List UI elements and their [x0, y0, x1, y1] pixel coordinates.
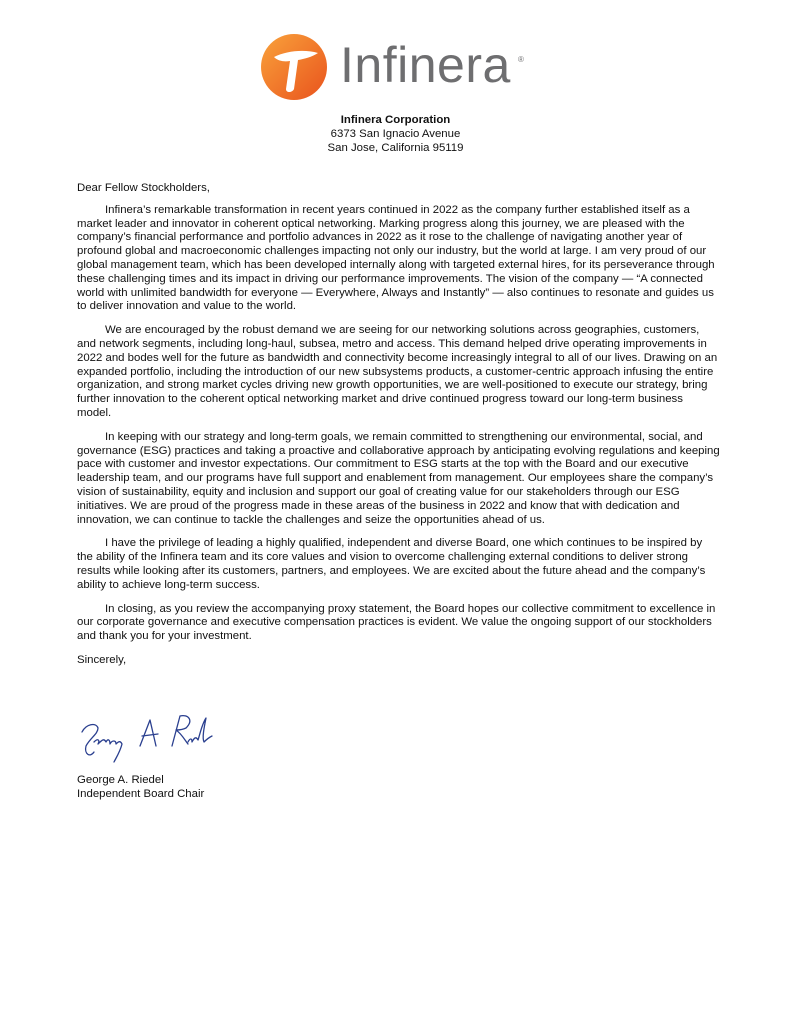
signer-title: Independent Board Chair — [77, 788, 205, 800]
signer-name: George A. Riedel — [77, 774, 164, 786]
city-state-zip: San Jose, California 95119 — [327, 142, 464, 154]
paragraph-board: I have the privilege of leading a highly qualified, independent and diverse Board, one which continues to be inspired by the ability of the Infinera team and its core values and vision to overcome challenging external conditions to deliver strong results while looking after its customers, partners, and employees. We are excited about the future ahead and the company’s ability to achieve long-term success. — [77, 537, 706, 591]
logo-wordmark: Infinera — [340, 37, 511, 93]
company-address — [0, 113, 791, 155]
salutation: Dear Fellow Stockholders, — [77, 182, 210, 194]
company-logo — [260, 33, 530, 101]
paragraph-demand: We are encouraged by the robust demand we are seeing for our networking solutions across geographies, customers, and network segments, including long-haul, subsea, metro and access. This demand helped drive operating improvements in 2022 and bodes well for the future as bandwidth and connectivity become increasingly integral to all of our lives. Drawing on an expanded portfolio, including the introduction of our new subsystems products, a customer-centric approach infusing the entire organization, and strong market cycles driving new growth opportunities, we are well-positioned to execute our strategy, bring further innovation to the coherent optical networking market and drive continued progress toward our long-term business model. — [77, 324, 718, 419]
handwritten-signature — [76, 702, 216, 766]
letter-body — [77, 182, 720, 668]
street-address: 6373 San Ignacio Avenue — [330, 128, 461, 140]
paragraph-esg: In keeping with our strategy and long-term goals, we remain committed to strengthening our environmental, social, and governance (ESG) practices and taking a proactive and collaborative approach by anticipating evolving regulations and keeping pace with customer and investor expectations. Our commitment to ESG starts at the top with the Board and our executive leadership team, and our programs have full support and enablement from management. Our employees share the company’s vision of sustainability, equity and inclusion and support our goal of creating value for our stakeholders through our ESG initiatives. We are proud of the progress made in these areas of the business in 2022 and know that with dedication and innovation, we can continue to tackle the challenges and seize the opportunities ahead of us. — [77, 430, 720, 526]
company-name: Infinera Corporation — [340, 114, 451, 126]
paragraph-closing: In closing, as you review the accompanying proxy statement, the Board hopes our collective commitment to excellence in our corporate governance and executive compensation practices is evident. We value the ongoing support of our stockholders and thank you for your investment. — [77, 602, 716, 643]
paragraph-transformation: Infinera’s remarkable transformation in recent years continued in 2022 as the company further established itself as a market leader and innovator in coherent optical networking. Marking progress along this journey, we are pleased with the company’s financial performance and portfolio advances in 2022 as it rose to the challenge of navigating another year of profound global and macroeconomic challenges impacting not only our industry, but the world at large. I am very proud of our global management team, which has been developed internally along with targeted external hires, for its perseverance through these challenging times and its impact in driving our performance improvements. The vision of the company — “A connected world with unlimited bandwidth for everyone — Everywhere, Always and Instantly” — also continues to resonate and guides us to deliver innovation and value to the world. — [77, 203, 715, 313]
signer-block — [77, 773, 204, 801]
registered-mark: ® — [518, 55, 524, 64]
closing-line: Sincerely, — [77, 653, 127, 666]
infinera-logo-mark-icon — [260, 33, 328, 101]
